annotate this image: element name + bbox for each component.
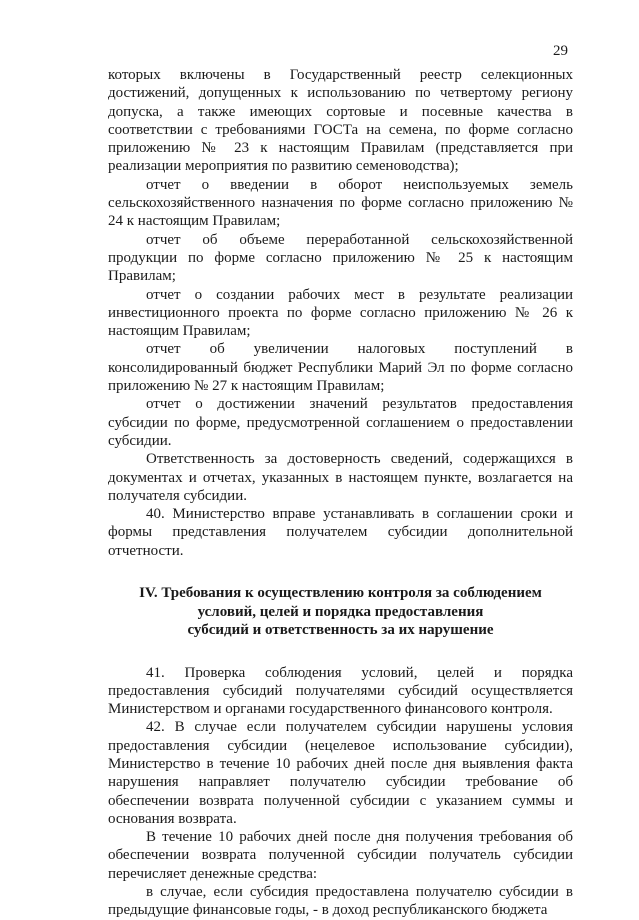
- section-heading-line-2: условий, целей и порядка предоставления: [197, 603, 484, 620]
- paragraph-results-achievement-report: отчет о достижении значений результатов предоставления субсидии по форме, предусмотренной соглашением о предоставлении субсидии.: [108, 396, 573, 449]
- paragraph-responsibility: Ответственность за достоверность сведений, содержащихся в документах и отчетах, указанных в настоящем пункте, возлагается на получателя субсидии.: [108, 451, 573, 504]
- paragraph-prior-years-refund: в случае, если субсидия предоставлена получателю субсидии в предыдущие финансовые годы, - в доход республиканского бюджета: [108, 884, 573, 919]
- paragraph-clause-41: 41. Проверка соблюдения условий, целей и порядка предоставления субсидий получателями субсидий осуществляется Министерством и органами государственного финансового контроля.: [108, 664, 573, 718]
- section-heading: [108, 584, 573, 640]
- paragraph-jobs-creation-report: отчет о создании рабочих мест в результате реализации инвестиционного проекта по форме согласно приложению № 26 к настоящим Правилам;: [108, 286, 573, 340]
- paragraph-clause-40: 40. Министерство вправе устанавливать в соглашении сроки и формы представления получателем субсидии дополнительной отчетности.: [108, 506, 573, 559]
- paragraph-tax-revenue-report: отчет об увеличении налоговых поступлений в консолидированный бюджет Республики Марий Эл по форме согласно приложению № 27 к настоящим Правилам;: [108, 341, 573, 395]
- section-heading-line-1: IV. Требования к осуществлению контроля за соблюдением: [139, 585, 542, 602]
- paragraph-land-turnover-report: отчет о введении в оборот неиспользуемых земель сельскохозяйственного назначения по форме согласно приложению № 24 к настоящим Правилам;: [108, 176, 573, 230]
- page-number: 29: [553, 43, 568, 59]
- section-heading-line-3: субсидий и ответственность за их нарушение: [187, 622, 494, 639]
- paragraph-processed-production-report: отчет об объеме переработанной сельскохозяйственной продукции по форме согласно приложению № 25 к настоящим Правилам;: [108, 231, 573, 285]
- paragraph-clause-42: 42. В случае если получателем субсидии нарушены условия предоставления субсидии (нецелевое использование субсидии), Министерство в течение 10 рабочих дней после дня выявления факта нарушения направляет получателю субсидии требование об обеспечении возврата полученной субсидии с указанием суммы и основания возврата.: [108, 719, 573, 827]
- document-body: [108, 66, 573, 920]
- paragraph-refund-deadline: В течение 10 рабочих дней после дня получения требования об обеспечении возврата полученной субсидии получатель субсидии перечисляет денежные средства:: [108, 829, 573, 882]
- paragraph-seed-report-continuation: которых включены в Государственный реестр селекционных достижений, допущенных к использованию по четвертому региону допуска, а также имеющих сортовые и посевные качества в соответствии с требованиями ГОСТа на семена, по форме согласно приложению № 23 к настоящим Правилам (представляется при реализации мероприятия по развитию семеноводства);: [108, 67, 573, 175]
